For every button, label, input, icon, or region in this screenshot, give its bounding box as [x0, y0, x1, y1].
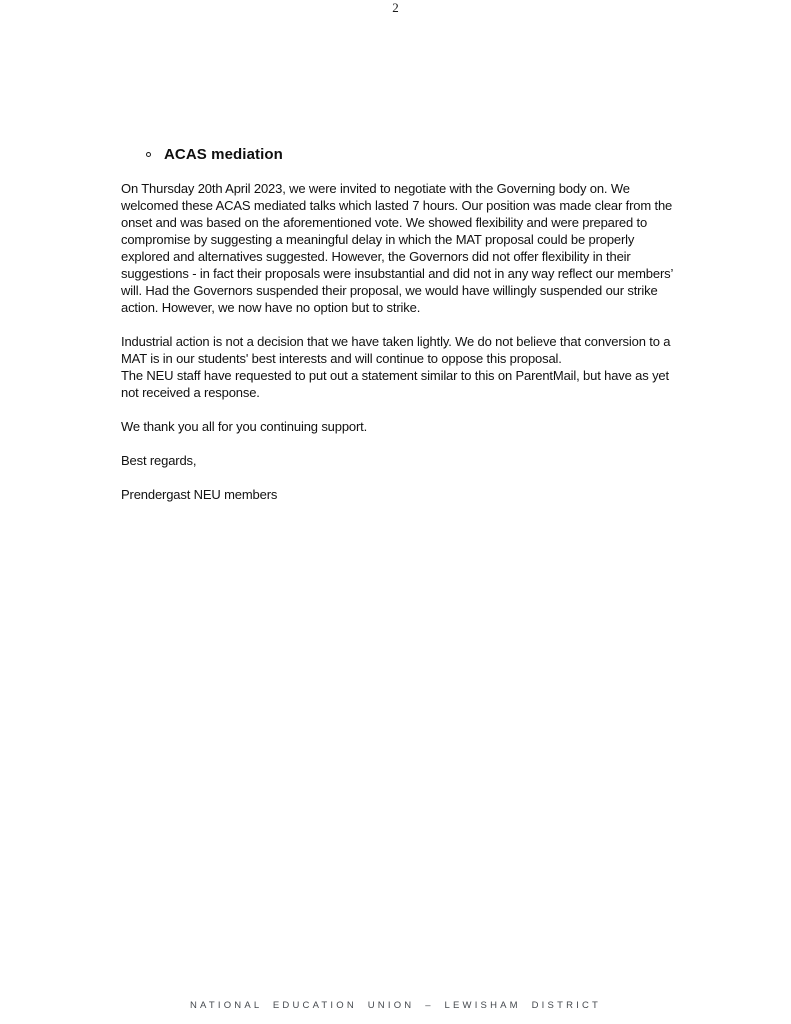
list-bullet-icon [146, 152, 151, 157]
section-heading-row [121, 145, 686, 164]
section-heading: ACAS mediation [164, 146, 283, 163]
signature-line: Prendergast NEU members [121, 487, 278, 502]
letter-body [121, 145, 686, 520]
footer-text: NATIONAL EDUCATION UNION – LEWISHAM DISTRICT [189, 1000, 602, 1011]
paragraph-thanks: We thank you all for you continuing support. [121, 419, 368, 434]
paragraph-neu-staff-statement: The NEU staff have requested to put out a statement similar to this on ParentMail, but have as yet not received a response. [121, 368, 669, 400]
closing-line: Best regards, [121, 453, 197, 468]
paragraph-industrial-action: Industrial action is not a decision that we have taken lightly. We do not believe that conversion to a MAT is in our students' best interests and will continue to oppose this proposal. [121, 334, 671, 366]
paragraph-acas-talks: On Thursday 20th April 2023, we were invited to negotiate with the Governing body on. We welcomed these ACAS mediated talks which lasted 7 hours. Our position was made clear from the onset and was based on the aforementioned vote. We showed flexibility and were prepared to compromise by suggesting a meaningful delay in which the MAT proposal could be properly explored and alternatives suggested. However, the Governors did not offer flexibility in their suggestions - in fact their proposals were insubstantial and did not in any way reflect our members’ will. Had the Governors suspended their proposal, we would have willingly suspended our strike action. However, we now have no option but to strike. [121, 181, 673, 315]
page-number: 2 [392, 0, 399, 15]
